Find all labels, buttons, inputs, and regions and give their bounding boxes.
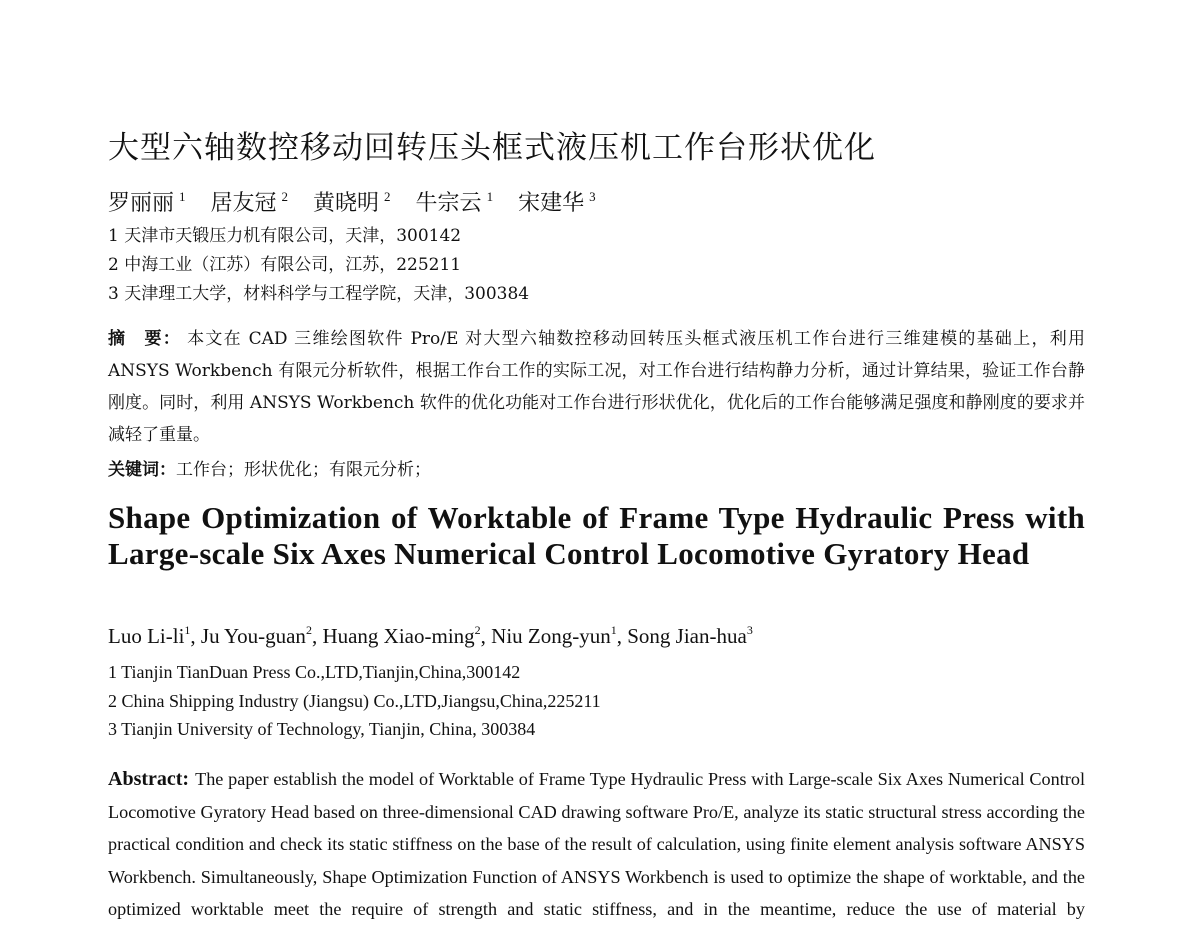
chinese-abstract — [108, 323, 1085, 451]
english-author: Luo $Li-li^1$, — [108, 623, 201, 648]
english-author: Niu Zong-yun$^1$, — [491, 623, 628, 648]
chinese-author: 牛宗云 $^1$ — [415, 189, 494, 216]
english-author-list — [108, 623, 1085, 649]
chinese-affiliations — [108, 222, 1085, 309]
english-affiliation: 3 Tianjin University of Technology, Tianjin, China, 300384 — [108, 719, 536, 739]
chinese-keywords — [108, 455, 1085, 480]
chinese-abstract-label: 摘 要： — [108, 329, 182, 349]
chinese-keywords-label: 关键词： — [108, 460, 176, 480]
chinese-keywords-text: 工作台；形状优化；有限元分析； — [176, 460, 431, 480]
english-affiliation: 2 China Shipping Industry (Jiangsu) Co.,LTD,Jiangsu,China,225211 — [108, 690, 601, 711]
chinese-author: 居友冠 $^2$ — [210, 189, 289, 216]
chinese-author: 罗丽丽 $^1$ — [108, 189, 186, 216]
english-affiliations — [108, 658, 1085, 744]
english-author: Song Jian-hua$^3$ — [627, 623, 753, 648]
chinese-author: 黄晓明 $^2$ — [313, 189, 391, 216]
chinese-title: 大型六轴数控移动回转压头框式液压机工作台形状优化 — [108, 130, 876, 166]
chinese-abstract-text: 本文在 CAD 三维绘图软件 Pro/E 对大型六轴数控移动回转压头框式液压机工作台进行三维建模的基础上，利用 ANSYS Workbench 有限元分析软件，根据工作台工作的实际工况，对工作台进行结构静力分析，通过计算结果，验证工作台静刚度。同时，利用 ANSYS Workbench 软件的优化功能对工作台进行形状优化，优化后的工作台能够满足强度和静刚度的要求并减轻了重量。 — [108, 329, 1086, 445]
chinese-affiliation: 3 天津理工大学，材料科学与工程学院，天津，300384 — [108, 284, 530, 304]
english-title: Shape Optimization of Worktable of Frame Type Hydraulic Press with Large-scale Six Axes Numerical Control Locomotive Gyratory Head — [108, 500, 1085, 571]
english-affiliation: 1 Tianjin TianDuan Press Co.,LTD,Tianjin,China,300142 — [108, 662, 521, 682]
english-abstract — [108, 763, 1085, 926]
chinese-affiliation: 2 中海工业（江苏）有限公司，江苏，225211 — [108, 255, 462, 275]
chinese-author: 宋建华 $^3$ — [518, 189, 596, 216]
english-author: Ju You-guan$^2$, — [200, 623, 323, 648]
chinese-affiliation: 1 天津市天锻压力机有限公司，天津，300142 — [108, 226, 462, 246]
english-author: Huang Xiao-ming$^2$, — [322, 623, 492, 648]
english-abstract-label: Abstract: — [108, 768, 190, 790]
english-abstract-text: The paper establish the model of Worktable of Frame Type Hydraulic Press with Large-scale Six Axes Numerical Control Locomotive Gyratory Head based on three-dimensional CAD drawing software Pro/E, analyze its static structural stress according the practical condition and check its static stiffness on the base of the result of calculation, using finite element analysis software ANSYS Workbench. Simultaneously, Shape Optimization Function of ANSYS Workbench is used to optimize the shape of worktable, and the optimized worktable meet the require of strength and static stiffness, and in the meantime, reduce the use of material by — [108, 769, 1085, 920]
chinese-author-list — [108, 186, 1085, 217]
